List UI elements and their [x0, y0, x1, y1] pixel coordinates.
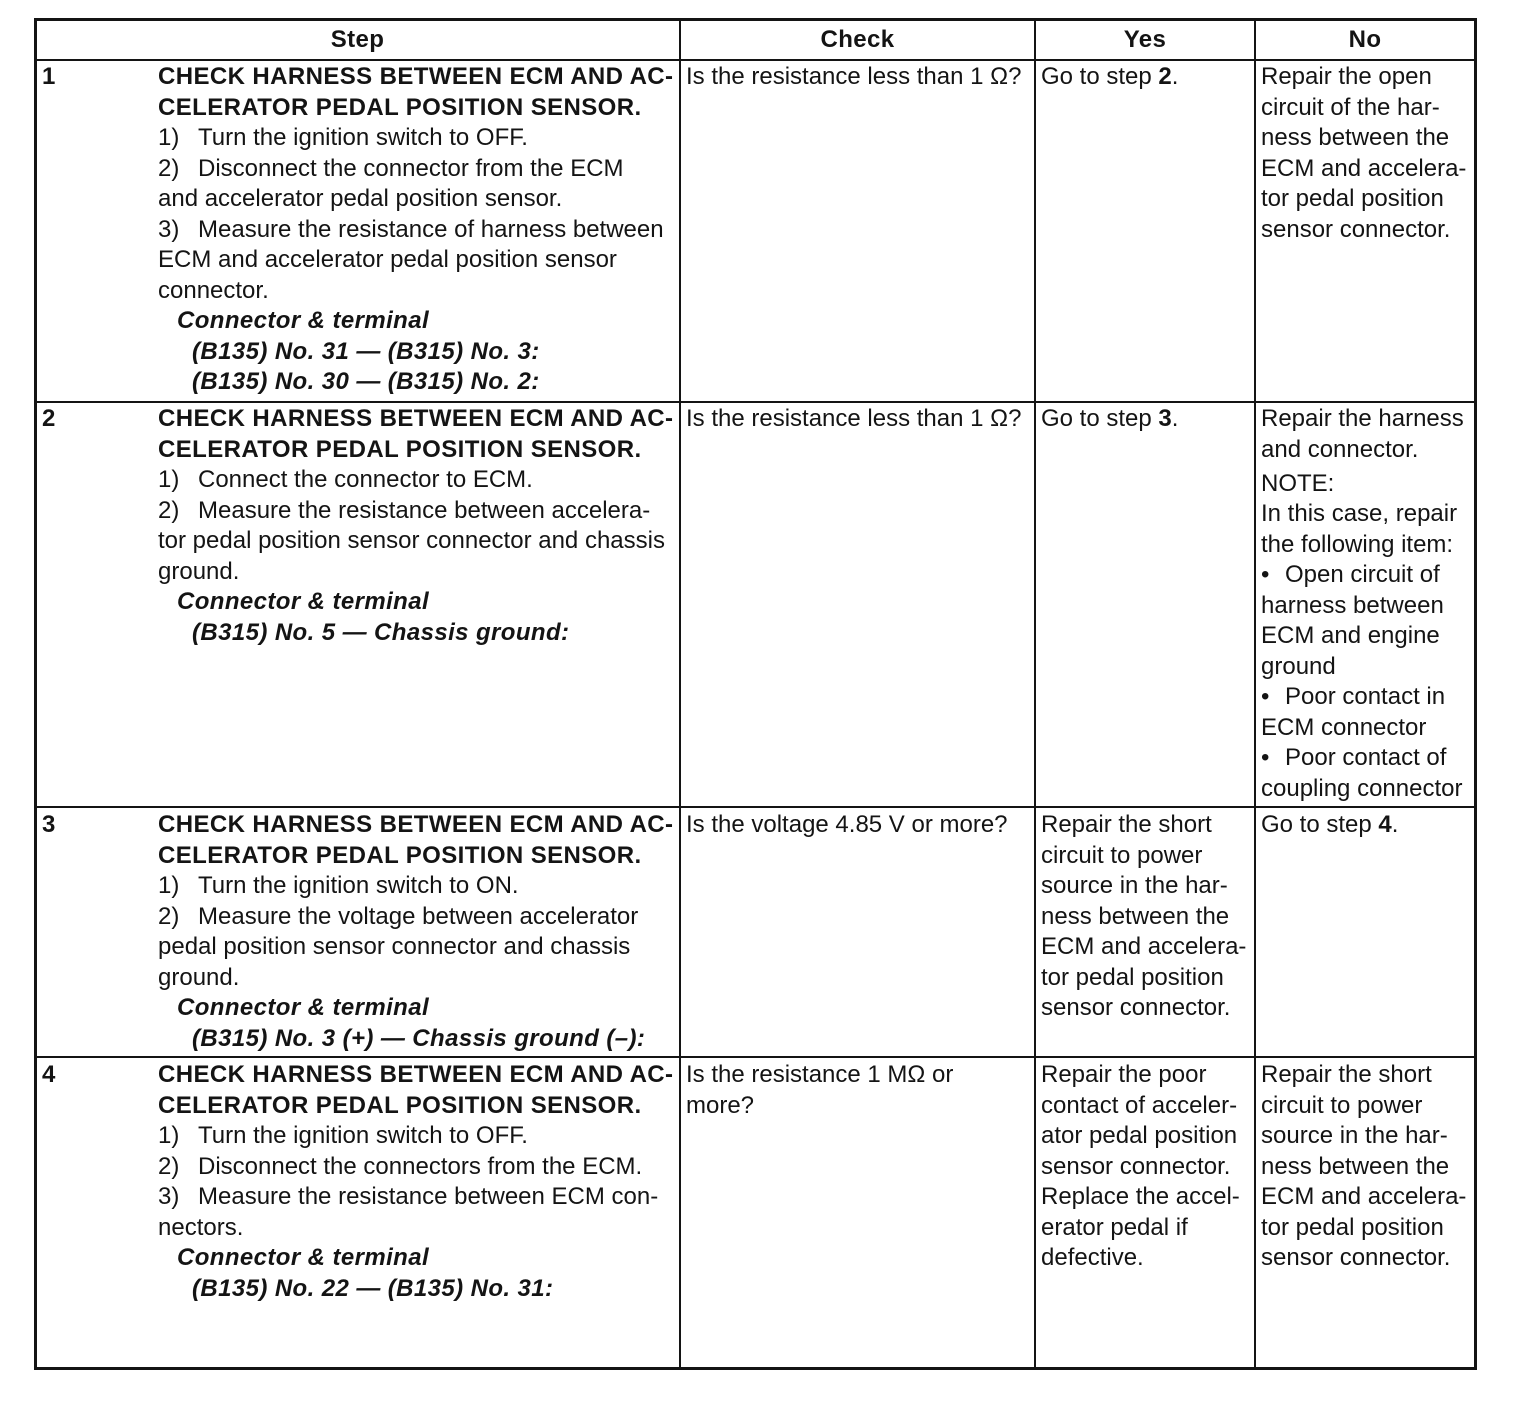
- substep-number: 1): [158, 124, 180, 151]
- substep-line: [158, 902, 678, 933]
- substep-number: 2): [158, 154, 180, 182]
- substep-text: Measure the resistance between accelera-: [198, 496, 651, 524]
- goto-prefix: Go to step: [1041, 405, 1159, 432]
- step-title-line: CELERATOR PEDAL POSITION SENSOR.: [158, 93, 642, 121]
- step-title-line: CHECK HARNESS BETWEEN ECM AND AC-: [158, 63, 674, 90]
- bullet-continuation: harness between: [1261, 591, 1444, 619]
- no-cell: [1261, 810, 1473, 841]
- spec-value: (B135) No. 30 — (B315) No. 2:: [192, 368, 540, 395]
- action-line: erator pedal if: [1041, 1213, 1188, 1241]
- action-line: ECM and accelera-: [1261, 154, 1467, 182]
- action-line: defective.: [1041, 1244, 1144, 1271]
- no-cell: [1261, 404, 1473, 804]
- action-line: Repair the harness: [1261, 405, 1464, 432]
- check-question: Is the voltage 4.85 V or more?: [686, 811, 1008, 838]
- spec-value: (B315) No. 3 (+) — Chassis ground (–):: [192, 1024, 646, 1052]
- column-divider: [679, 18, 681, 1370]
- step-title-line: CHECK HARNESS BETWEEN ECM AND AC-: [158, 1061, 674, 1088]
- step-number: 4: [42, 1061, 56, 1088]
- step-title-line: CELERATOR PEDAL POSITION SENSOR.: [158, 435, 642, 463]
- check-question: Is the resistance 1 MΩ or: [686, 1061, 954, 1088]
- check-cell: [686, 810, 1031, 841]
- bullet-icon: •: [1261, 561, 1270, 588]
- substep-line: [158, 465, 678, 496]
- action-line: tor pedal position: [1261, 1213, 1444, 1241]
- column-header-check: Check: [820, 26, 895, 53]
- action-line: circuit of the har-: [1261, 93, 1440, 121]
- yes-cell: [1041, 62, 1252, 93]
- substep-continuation: ground.: [158, 557, 240, 585]
- action-line: tor pedal position: [1261, 185, 1444, 212]
- action-line: Repair the short: [1041, 811, 1212, 838]
- substep-number: 3): [158, 215, 180, 243]
- action-line: ECM and accelera-: [1041, 933, 1247, 960]
- action-line: sensor connector.: [1261, 215, 1451, 243]
- spec-value: (B135) No. 31 — (B315) No. 3:: [192, 337, 540, 365]
- substep-continuation: ground.: [158, 963, 240, 991]
- check-question: Is the resistance less than 1 Ω?: [686, 405, 1022, 432]
- substep-number: 2): [158, 902, 180, 930]
- action-line: ness between the: [1261, 124, 1450, 151]
- substep-text: Turn the ignition switch to ON.: [198, 872, 519, 899]
- substep-text: Measure the voltage between accelerator: [198, 902, 639, 930]
- action-line: source in the har-: [1041, 872, 1228, 899]
- action-line: and connector.: [1261, 435, 1419, 463]
- substep-text: Connect the connector to ECM.: [198, 466, 533, 493]
- goto-suffix: .: [1171, 63, 1179, 90]
- substep-text: Turn the ignition switch to OFF.: [198, 124, 528, 151]
- action-line: Repair the poor: [1041, 1061, 1207, 1088]
- step-number: 2: [42, 405, 56, 432]
- bullet-continuation: ground: [1261, 652, 1336, 680]
- goto-step-number: 3: [1158, 405, 1172, 432]
- substep-text: Disconnect the connectors from the ECM.: [198, 1152, 643, 1180]
- spec-label: Connector & terminal: [177, 588, 430, 615]
- substep-line: [158, 123, 678, 154]
- action-line: source in the har-: [1261, 1122, 1448, 1149]
- spec-value: (B315) No. 5 — Chassis ground:: [192, 618, 570, 646]
- goto-prefix: Go to step: [1041, 63, 1159, 90]
- row-divider: [34, 401, 1477, 403]
- step-description: [158, 62, 678, 398]
- bullet-text: Poor contact in: [1285, 683, 1446, 710]
- action-line: ness between the: [1041, 902, 1230, 930]
- substep-number: 1): [158, 466, 180, 493]
- spec-label: Connector & terminal: [177, 307, 430, 334]
- goto-suffix: .: [1171, 405, 1179, 432]
- yes-cell: [1041, 810, 1252, 1024]
- yes-cell: [1041, 404, 1252, 435]
- substep-line: [158, 1121, 678, 1152]
- goto-step-number: 4: [1378, 811, 1392, 838]
- substep-number: 2): [158, 496, 180, 524]
- substep-number: 2): [158, 1152, 180, 1180]
- substep-number: 1): [158, 1122, 180, 1149]
- substep-number: 1): [158, 872, 180, 899]
- bullet-continuation: ECM and engine: [1261, 622, 1440, 649]
- no-cell: [1261, 62, 1473, 245]
- goto-step: [1041, 62, 1252, 93]
- action-line: Repair the short: [1261, 1061, 1432, 1088]
- check-cell: [686, 1060, 1031, 1121]
- yes-cell: [1041, 1060, 1252, 1274]
- bullet-icon: •: [1261, 683, 1270, 710]
- step-title-line: CELERATOR PEDAL POSITION SENSOR.: [158, 1091, 642, 1119]
- step-description: [158, 1060, 678, 1304]
- substep-continuation: nectors.: [158, 1213, 244, 1241]
- action-line: tor pedal position: [1041, 963, 1224, 991]
- check-cell: [686, 62, 1031, 93]
- step-title-line: CHECK HARNESS BETWEEN ECM AND AC-: [158, 405, 674, 432]
- substep-line: [158, 496, 678, 527]
- substep-line: [158, 1152, 678, 1183]
- spec-label: Connector & terminal: [177, 994, 430, 1021]
- step-description: [158, 810, 678, 1054]
- step-number: 3: [42, 811, 56, 838]
- column-header-no: No: [1348, 26, 1382, 53]
- action-line: contact of acceler-: [1041, 1091, 1238, 1119]
- spec-label: Connector & terminal: [177, 1244, 430, 1271]
- note-bullet-item: [1261, 560, 1473, 591]
- action-line: sensor connector.: [1041, 1152, 1231, 1180]
- action-line: sensor connector.: [1041, 994, 1231, 1021]
- check-question: more?: [686, 1091, 755, 1119]
- goto-step: [1261, 810, 1473, 841]
- goto-step-number: 2: [1158, 63, 1172, 90]
- substep-continuation: ECM and accelerator pedal position sensor: [158, 246, 617, 273]
- substep-continuation: and accelerator pedal position sensor.: [158, 185, 563, 212]
- action-line: ator pedal position: [1041, 1122, 1238, 1149]
- spec-value: (B135) No. 22 — (B135) No. 31:: [192, 1274, 554, 1302]
- substep-continuation: tor pedal position sensor connector and chassis: [158, 527, 665, 554]
- note-label: NOTE:: [1261, 469, 1335, 497]
- action-line: circuit to power: [1041, 841, 1203, 869]
- column-divider: [1254, 18, 1256, 1370]
- note-line: the following item:: [1261, 530, 1454, 558]
- action-line: Replace the accel-: [1041, 1183, 1240, 1210]
- row-divider: [34, 806, 1477, 808]
- no-cell: [1261, 1060, 1473, 1274]
- note-bullet-item: [1261, 743, 1473, 774]
- check-question: Is the resistance less than 1 Ω?: [686, 63, 1022, 90]
- substep-text: Turn the ignition switch to OFF.: [198, 1122, 528, 1149]
- action-line: ness between the: [1261, 1152, 1450, 1180]
- substep-line: [158, 154, 678, 185]
- substep-text: Measure the resistance between ECM con-: [198, 1183, 659, 1210]
- action-line: circuit to power: [1261, 1091, 1423, 1119]
- substep-continuation: pedal position sensor connector and chassis: [158, 933, 631, 960]
- column-divider: [1034, 18, 1036, 1370]
- note-bullet-item: [1261, 682, 1473, 713]
- step-title-line: CELERATOR PEDAL POSITION SENSOR.: [158, 841, 642, 869]
- action-line: Repair the open: [1261, 63, 1432, 90]
- action-line: sensor connector.: [1261, 1244, 1451, 1271]
- column-header-yes: Yes: [1123, 26, 1167, 53]
- goto-step: [1041, 404, 1252, 435]
- bullet-text: Open circuit of: [1285, 561, 1440, 588]
- action-line: ECM and accelera-: [1261, 1183, 1467, 1210]
- goto-suffix: .: [1391, 811, 1399, 838]
- note-line: In this case, repair: [1261, 500, 1458, 527]
- check-cell: [686, 404, 1031, 435]
- substep-continuation: connector.: [158, 276, 269, 304]
- substep-text: Disconnect the connector from the ECM: [198, 154, 624, 182]
- bullet-icon: •: [1261, 744, 1270, 771]
- substep-text: Measure the resistance of harness between: [198, 215, 664, 243]
- substep-line: [158, 871, 678, 902]
- goto-prefix: Go to step: [1261, 811, 1379, 838]
- step-number: 1: [42, 63, 56, 90]
- step-description: [158, 404, 678, 648]
- substep-line: [158, 1182, 678, 1213]
- bullet-text: Poor contact of: [1285, 744, 1447, 771]
- substep-line: [158, 215, 678, 246]
- substep-number: 3): [158, 1183, 180, 1210]
- column-header-step: Step: [330, 26, 385, 53]
- header-divider: [34, 59, 1477, 61]
- step-title-line: CHECK HARNESS BETWEEN ECM AND AC-: [158, 811, 674, 838]
- bullet-continuation: coupling connector: [1261, 774, 1463, 802]
- row-divider: [34, 1056, 1477, 1058]
- bullet-continuation: ECM connector: [1261, 713, 1427, 741]
